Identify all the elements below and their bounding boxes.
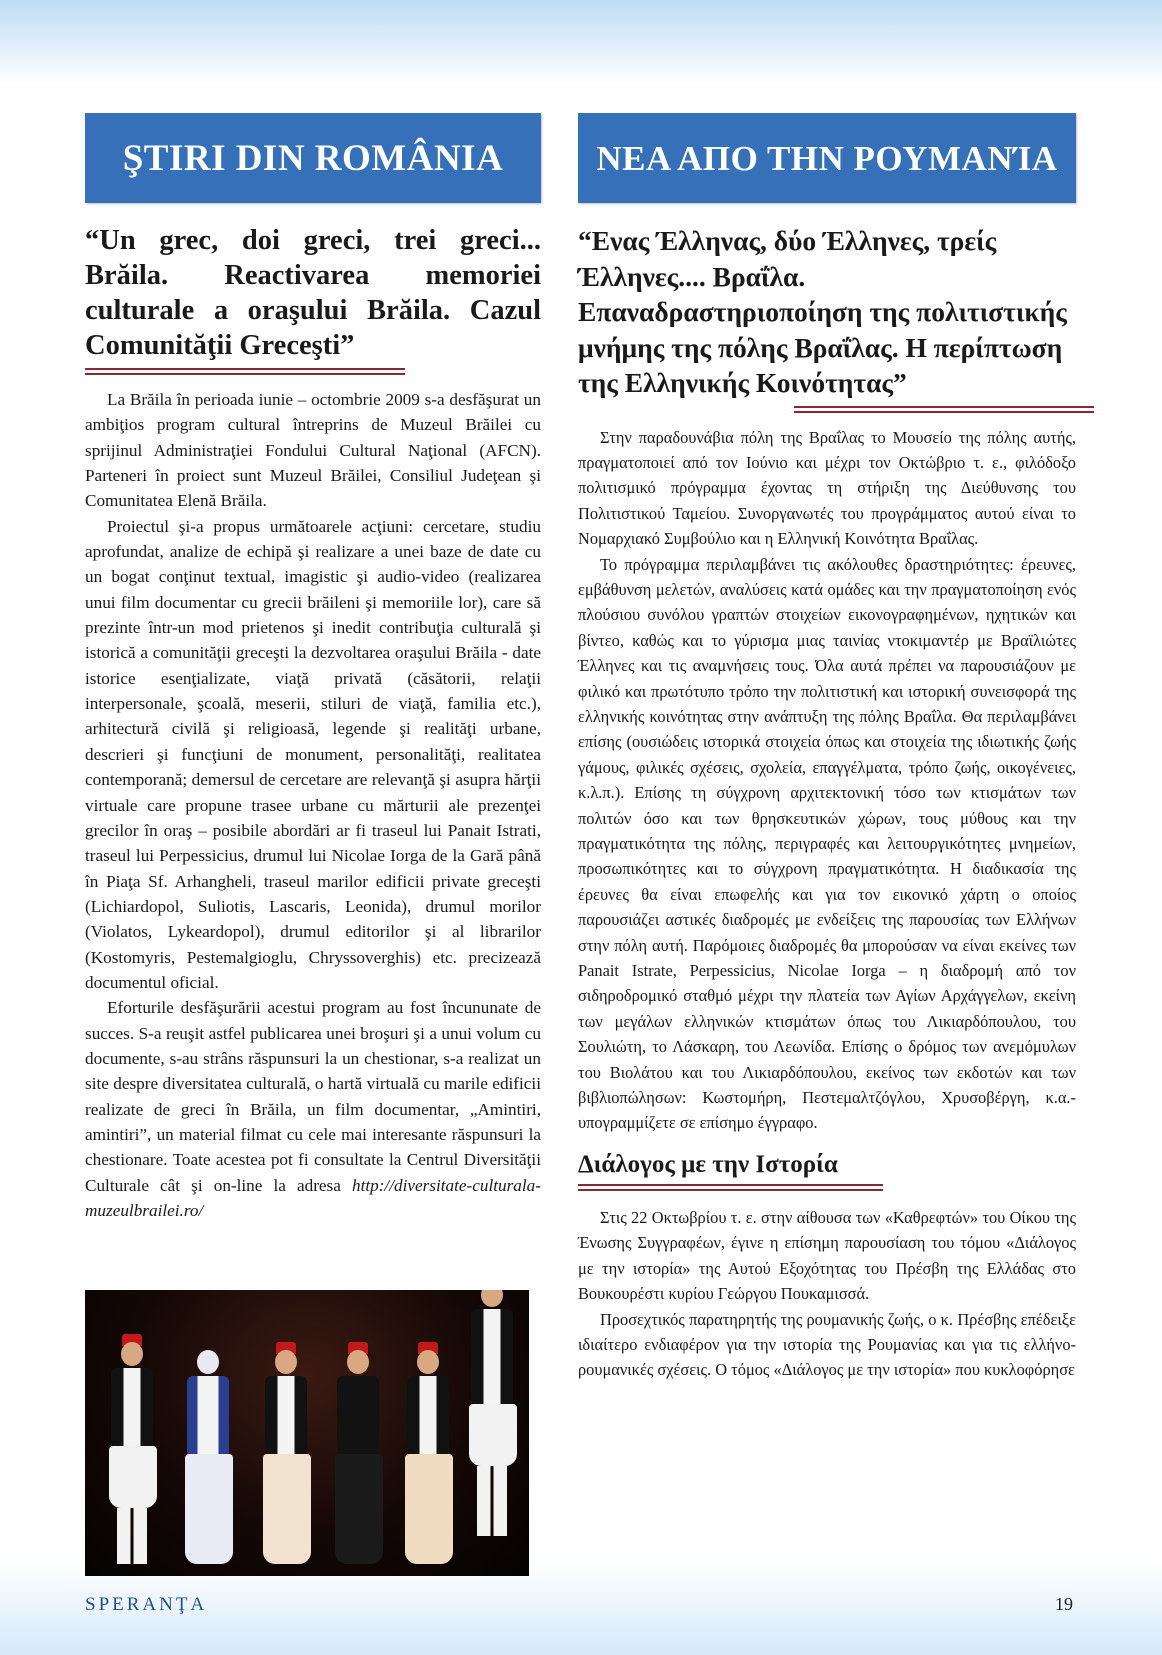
page-number: 19 (1055, 1594, 1073, 1614)
article-headline-romanian: “Un grec, doi greci, trei greci... Brăila. Reactivarea memoriei culturale a oraşului Brăila. Cazul Comunităţii Greceşti” (85, 225, 541, 361)
dancer-figure (469, 1290, 515, 1536)
folk-dance-photo (85, 1290, 529, 1576)
dancer-figure (405, 1342, 451, 1564)
paragraph-text: Eforturile desfăşurării acestui program au fost încununate de succes. S-a reuşit astfel publicarea unei broşuri şi a unui volum cu documente, s-au strâns răspunsuri la un chestionar, s-a realizat un site despre diversitatea culturală, o hartă virtuală cu marile edificii realizate de greci în Brăila, un film documentar, „Amintiri, amintiri”, un material filmat cu cele mai interesante răspunsuri la chestionare. Toate acestea pot fi consultate la Centrul Diversităţii Culturale cât şi on-line la adresa (85, 998, 541, 1195)
subheading-rule (578, 1184, 883, 1191)
article-paragraph: La Brăila în perioada iunie – octombrie 2009 s-a desfăşurat un ambiţios program cultural întreprins de Muzeul Brăilei cu sprijinul Administraţiei Fondului Cultural Naţional (AFCN). Parteneri în proiect sunt Muzeul Brăilei, Consiliul Judeţean şi Comunitatea Elenă Brăila. (85, 390, 541, 511)
dancer-figure (109, 1334, 155, 1564)
article-paragraph: Το πρόγραμμα περιλαμβάνει τις ακόλουθες δραστηριότητες: έρευνες, εμβάθυνση μελετών, αναλύσεις κατά ομάδες και την πραγματοποίηση ενός πλούσιου συνόλου γραπτών στοιχείων εικονογραφημένων, ηχητικών και βίντεο, καθώς και το γύρισμα μιας ταινίας ντοκιμαντέρ με Βραϊλιώτες Έλληνες και τις αναμνήσεις τους. Όλα αυτά πρέπει να παρουσιάζουν με φιλικό και πρωτότυπο τρόπο την πολιτιστική και ιστορική συνεισφορά της ελληνικής κοινότητας στην ανάπτυξη της πόλης Βραΐλα. Θα περιλαμβάνει επίσης (ουσιώδεις ιστορικά στοιχεία όπως και στοιχεία της ιδιωτικής ζωής γάμους, φιλικές σχέσεις, σχολεία, επαγγέλματα, τρόπο ζωής, οικογένειες, κ.λ.π.). Επίσης τη σύγχρονη αρχιτεκτονική τόσο των κτισμάτων των πολιτών όσο και των θρησκευτικών χώρων, τους μύθους και την πραγματικότητα της πόλης, περιγραφές και λειτουργικότητες μνημείων, προσωπικότητες και το σύγχρονη πραγματικότητα. Η διαδικασία της έρευνες θα είναι επωφελής και για τον εικονικό χάρτη ο οποίος παρουσιάζει αστικές διαδρομές με ενδείξεις της παρουσίας των Ελλήνων στην πόλη αυτή. Παρόμοιες διαδρομές θα μπορούσαν να είναι εκείνες των Panait Istrate, Perpessicius, Nicolae Iorga – η διαδρομή από τον σιδηροδρομικό σταθμό μέχρι την πλατεία των Αγίων Αρχάγγελων, εκείνη των μεγάλων ελληνικών κτισμάτων όπως του Λικιαρδόπουλου, του Σουλιώτη, το Λάσκαρη, του Λεωνίδα. Επίσης ο δρόμος των ανεμόμυλων του Βιολάτου και του Λικιαρδόπουλου, εκείνος των εκδοτών και των βιβλιοπώλησων: Κωστομήρη, Πεστεμαλτζόγλου, Χρυσοβέργη, κ.α.- υπογραμμίζετε σε επίσημο έγγραφο. (578, 554, 1076, 1133)
website-url[interactable]: http://diversitate-culturala-muzeulbrailei.ro/ (85, 1175, 541, 1220)
dancer-figure (263, 1342, 309, 1564)
article-paragraph: Στις 22 Οκτωβρίου τ. ε. στην αίθουσα των «Καθρεφτών» του Οίκου της Ένωσης Συγγραφέων, έγινε η επίσημη παρουσίαση του τόμου «Διάλογος με την ιστορία» της Αυτού Εξοχότητας του Πρέσβη της Ελλάδας στο Βουκουρέστι κυρίου Γεώργου Πουκαμισσά. (578, 1207, 1076, 1304)
greek-column (578, 113, 1076, 1383)
headline-rule (85, 368, 405, 375)
article-paragraph: Proiectul şi-a propus următoarele acţiuni: cercetare, studiu aprofundat, analize de echipă şi realizare a unei baze de date cu un bogat conţinut textual, imagistic şi audio-video (realizarea unui film documentar cu grecii brăileni şi memoriile lor), care să prezinte într-un mod prietenos şi inedit contribuţia culturală şi istorică a comunităţii greceşti la dezvoltarea oraşului Brăila - date istorice esenţializate, viaţă privată (căsătorii, relaţii interpersonale, şcoală, meserii, stiluri de viaţă, familia etc.), arhitectură civilă şi religioasă, legende şi realităţi urbane, descrieri şi funcţiuni de monument, personalităţi, realitatea contemporană; demersul de cercetare are relevanţă şi asupra hărţii virtuale care propune trasee urbane cu mărturii ale prezenţei grecilor în oraş – posibile abordări ar fi traseul lui Panait Istrati, traseul lui Perpessicius, drumul lui Nicolae Iorga de la Gară până în Piaţa Sf. Arhangheli, traseul marilor edificii private greceşti (Lichiardopol, Suliotis, Lascaris, Leonida), drumul morilor (Violatos, Lykeardopol), drumul editorilor şi al librarilor (Kostomyris, Pestemalgioglu, Chryssoverghis) etc. precizează documentul oficial. (85, 516, 541, 992)
magazine-name: SPERANŢA (85, 1594, 208, 1615)
article-headline-greek: “Ενας Έλληνας, δύο Έλληνες, τρείς Έλληνες.... Βραΐλα. Επαναδραστηριοποίηση της πολιτιστικής μνήμης της πόλης Βραΐλας. Η περίπτωση της Ελληνικής Κοινότητας” (578, 225, 1067, 398)
romanian-column (85, 113, 541, 1223)
article-paragraph: Στην παραδουνάβια πόλη της Βραΐλας το Μουσείο της πόλης αυτής, πραγματοποιεί από τον Ιούνιο και μέχρι τον Οκτώβριο τ. ε., φιλόδοξο πολιτισμικό πρόγραμμα έχοντας τη στήριξη της Διεύθυνσης του Πολιτιστικού Ταμείου. Συνοργανωτές του προγράμματος αυτού είναι το Νομαρχιακό Συμβούλιο και η Ελληνική Κοινότητα Βραΐλας. (578, 427, 1076, 549)
article-paragraph (85, 995, 541, 1223)
section-banner-greek: ΝΕΑ ΑΠΟ ΤΗΝ ΡΟΥΜΑΝΊΑ (578, 113, 1076, 203)
section-subheading: Διάλογος με την Ιστορία (578, 1150, 838, 1178)
headline-rule (794, 406, 1094, 413)
dancer-figure (335, 1342, 381, 1564)
dancer-figure (185, 1350, 231, 1564)
article-paragraph: Προσεχτικός παρατηρητής της ρουμανικής ζωής, ο κ. Πρέσβης επέδειξε ιδιαίτερο ενδιαφέρον για την ιστορία της Ρουμανίας και για τις ελλήνο-ρουμανικές σχέσεις. Ο τόμος «Διάλογος με την ιστορία» που κυκλοφόρησε (578, 1309, 1076, 1380)
section-banner-romanian: ŞTIRI DIN ROMÂNIA (85, 113, 541, 203)
